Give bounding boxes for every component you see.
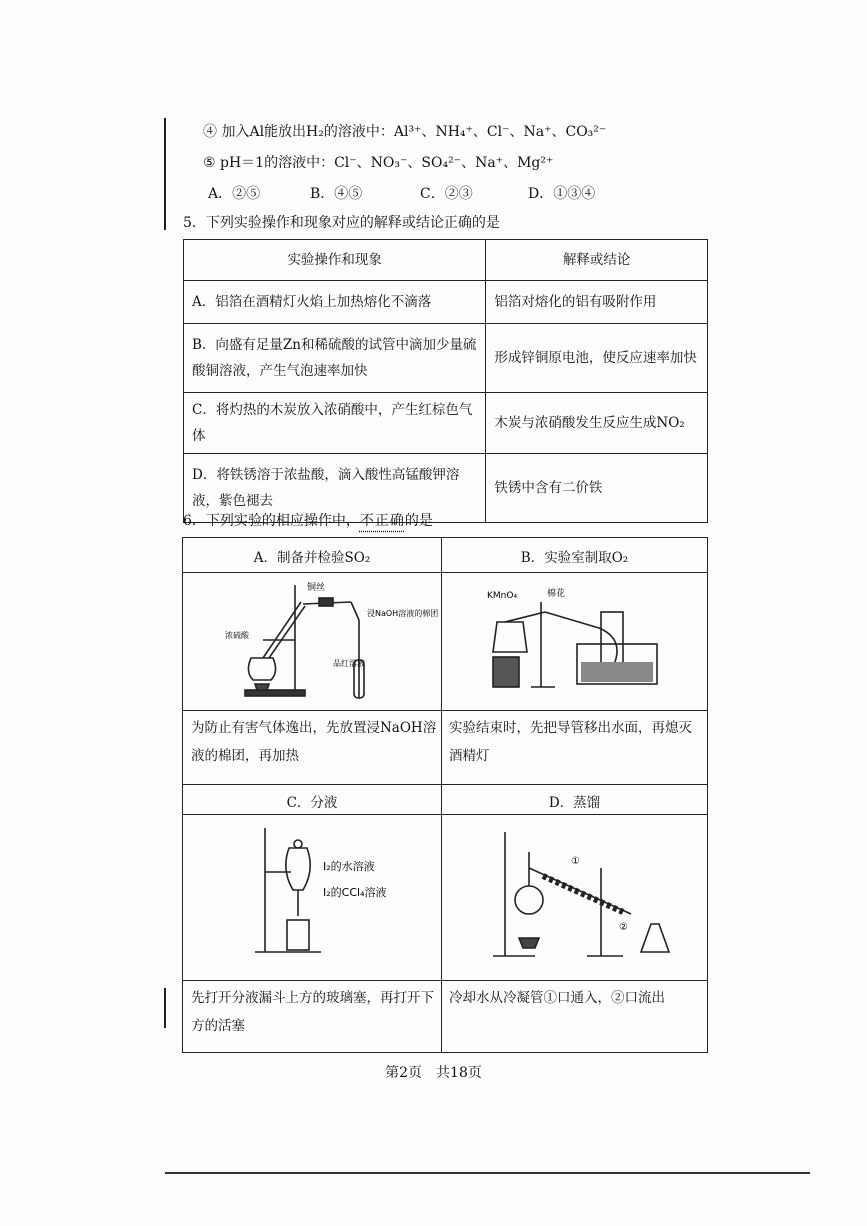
cell-b-title: B．实验室制取O₂ <box>520 550 629 566</box>
cell-b-text: 实验结束时，先把导管移出水面，再熄灭酒精灯 <box>449 720 692 764</box>
margin-bar <box>164 988 166 1028</box>
label-upper-layer: I₂的水溶液 <box>323 860 375 873</box>
label-naoh: 浸NaOH溶液的棉团 <box>367 609 439 618</box>
row-b-concl: 形成锌铜原电池，使反应速率加快 <box>486 324 708 393</box>
bottom-rule <box>165 1172 810 1174</box>
row-d-concl: 铁锈中含有二价铁 <box>486 454 708 523</box>
header-operation: 实验操作和现象 <box>184 240 486 281</box>
row-c-concl: 木炭与浓硝酸发生反应生成NO₂ <box>486 393 708 454</box>
label-lower-layer: I₂的CCl₄溶液 <box>323 886 387 899</box>
row-b-op: B．向盛有足量Zn和稀硫酸的试管中滴加少量硫酸铜溶液，产生气泡速率加快 <box>184 324 486 393</box>
label-acid: 浓硫酸 <box>225 631 249 640</box>
cell-a-title: A．制备并检验SO₂ <box>253 550 371 566</box>
divider <box>183 980 707 981</box>
figure-distillation <box>483 828 683 968</box>
q6-table <box>182 537 708 1053</box>
label-pinred: 品红溶液 <box>333 659 365 668</box>
row-a-op: A．铝箔在酒精灯火焰上加热熔化不滴落 <box>184 281 486 324</box>
q5-stem: 5．下列实验操作和现象对应的解释或结论正确的是 <box>183 215 500 231</box>
cell-c-title: C．分液 <box>286 795 338 811</box>
margin-bar <box>164 118 166 230</box>
divider <box>183 814 707 815</box>
label-kmno4: KMnO₄ <box>487 591 518 601</box>
figure-so2-apparatus <box>223 580 439 702</box>
row-c-op: C．将灼热的木炭放入浓硝酸中，产生红棕色气体 <box>184 393 486 454</box>
option-d: D．①③④ <box>528 186 596 202</box>
option-a: A．②⑤ <box>208 186 261 202</box>
label-inlet-1: ① <box>571 856 580 867</box>
table-row <box>184 324 708 393</box>
q6-stem: 6．下列实验的相应操作中，不正确的是 <box>183 513 433 529</box>
label-outlet-2: ② <box>619 922 628 933</box>
label-copper: 铜丝 <box>307 583 326 593</box>
header-conclusion: 解释或结论 <box>486 240 708 281</box>
q4-item-5: ⑤ pH＝1的溶液中：Cl⁻、NO₃⁻、SO₄²⁻、Na⁺、Mg²⁺ <box>203 155 554 171</box>
table-header-row <box>184 240 708 281</box>
cell-d-text: 冷却水从冷凝管①口通入，②口流出 <box>449 990 665 1006</box>
emphasis-text: 不正确 <box>359 513 405 529</box>
divider <box>183 572 707 573</box>
figure-separatory-funnel <box>241 820 431 970</box>
option-b: B．④⑤ <box>310 186 363 202</box>
table-row <box>184 393 708 454</box>
cell-d-title: D．蒸馏 <box>548 795 601 811</box>
row-d-op: D．将铁锈溶于浓盐酸，滴入酸性高锰酸钾溶液，紫色褪去 <box>184 454 486 523</box>
page-footer: 第2页 共18页 <box>385 1065 482 1081</box>
label-cotton: 棉花 <box>547 589 566 599</box>
row-a-concl: 铝箔对熔化的铝有吸附作用 <box>486 281 708 324</box>
divider <box>183 784 707 785</box>
figure-o2-apparatus <box>483 582 683 704</box>
divider <box>183 710 707 711</box>
q4-item-4: ④ 加入Al能放出H₂的溶液中：Al³⁺、NH₄⁺、Cl⁻、Na⁺、CO₃²⁻ <box>203 124 607 140</box>
table-row <box>184 281 708 324</box>
option-c: C．②③ <box>420 186 473 202</box>
cell-c-text: 先打开分液漏斗上方的玻璃塞，再打开下方的活塞 <box>191 990 434 1034</box>
cell-a-text: 为防止有害气体逸出，先放置浸NaOH溶液的棉团，再加热 <box>191 720 437 764</box>
q5-table <box>183 239 708 523</box>
